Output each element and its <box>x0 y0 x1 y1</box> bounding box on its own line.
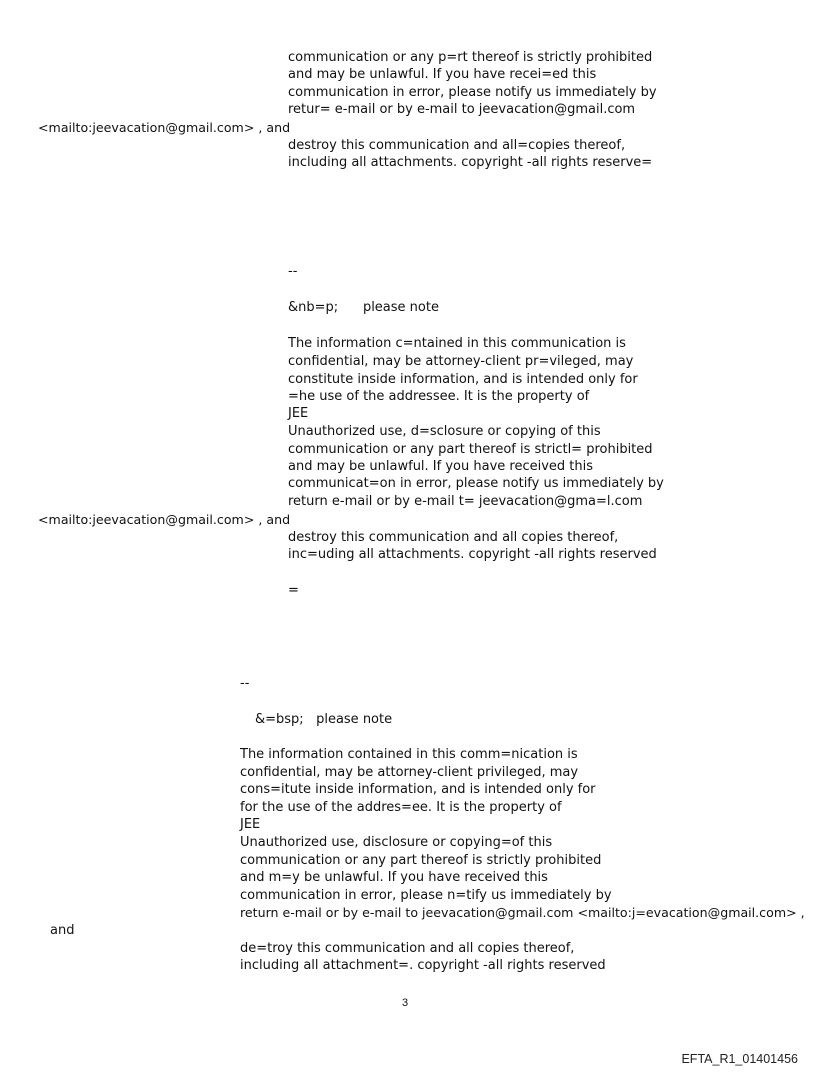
text-line: &nb=p; please note <box>288 300 439 315</box>
text-line: and may be unlawful. If you have received this <box>288 459 594 474</box>
text-line: destroy this communication and all=copies thereof, <box>288 138 626 153</box>
text-line: Unauthorized use, d=sclosure or copying of this <box>288 424 601 439</box>
mailto-line: <mailto:jeevacation@gmail.com> , and <box>38 512 291 527</box>
text-line: &=bsp; please note <box>255 712 393 727</box>
separator-line: -- <box>288 264 298 279</box>
text-line: =he use of the addressee. It is the property of <box>288 389 590 404</box>
text-line: JEE <box>288 406 309 421</box>
text-line: JEE <box>240 817 261 832</box>
text-line: inc=uding all attachments. copyright -all rights reserved <box>288 547 657 562</box>
text-line: and <box>50 923 75 938</box>
page-number: 3 <box>402 997 409 1009</box>
text-line: de=troy this communication and all copies thereof, <box>240 941 575 956</box>
text-line: communication in error, please notify us immediately by <box>288 85 657 100</box>
text-line: for the use of the addres=ee. It is the property of <box>240 800 562 815</box>
text-line: communication or any part thereof is strictly prohibited <box>240 853 602 868</box>
text-line: communicat=on in error, please notify us immediately by <box>288 476 664 491</box>
text-line: confidential, may be attorney-client privileged, may <box>240 765 579 780</box>
text-line: communication or any part thereof is strictl= prohibited <box>288 442 653 457</box>
text-line: cons=itute inside information, and is intended only for <box>240 782 596 797</box>
text-line: destroy this communication and all copies thereof, <box>288 530 619 545</box>
text-line: retur= e-mail or by e-mail to jeevacation@gmail.com <box>288 102 636 117</box>
text-line: including all attachment=. copyright -all rights reserved <box>240 958 606 973</box>
text-line: The information c=ntained in this communication is <box>288 336 626 351</box>
text-line: confidential, may be attorney-client pr=vileged, may <box>288 354 634 369</box>
text-line: communication in error, please n=tify us immediately by <box>240 888 612 903</box>
text-line: communication or any p=rt thereof is strictly prohibited <box>288 50 653 65</box>
text-line: constitute inside information, and is intended only for <box>288 372 638 387</box>
text-line: and m=y be unlawful. If you have received this <box>240 870 548 885</box>
text-line: and may be unlawful. If you have recei=ed this <box>288 67 597 82</box>
text-line: Unauthorized use, disclosure or copying=of this <box>240 835 553 850</box>
text-line: including all attachments. copyright -all rights reserve= <box>288 155 653 170</box>
separator-line: -- <box>240 676 250 691</box>
mailto-line: <mailto:jeevacation@gmail.com> , and <box>38 120 291 135</box>
text-line: The information contained in this comm=nication is <box>240 747 578 762</box>
text-line: = <box>288 583 299 598</box>
text-line: return e-mail or by e-mail t= jeevacation@gma=l.com <box>288 494 643 509</box>
document-id: EFTA_R1_01401456 <box>681 1052 798 1066</box>
text-line: return e-mail or by e-mail to jeevacation@gmail.com <mailto:j=evacation@gmail.com> , <box>240 905 805 920</box>
